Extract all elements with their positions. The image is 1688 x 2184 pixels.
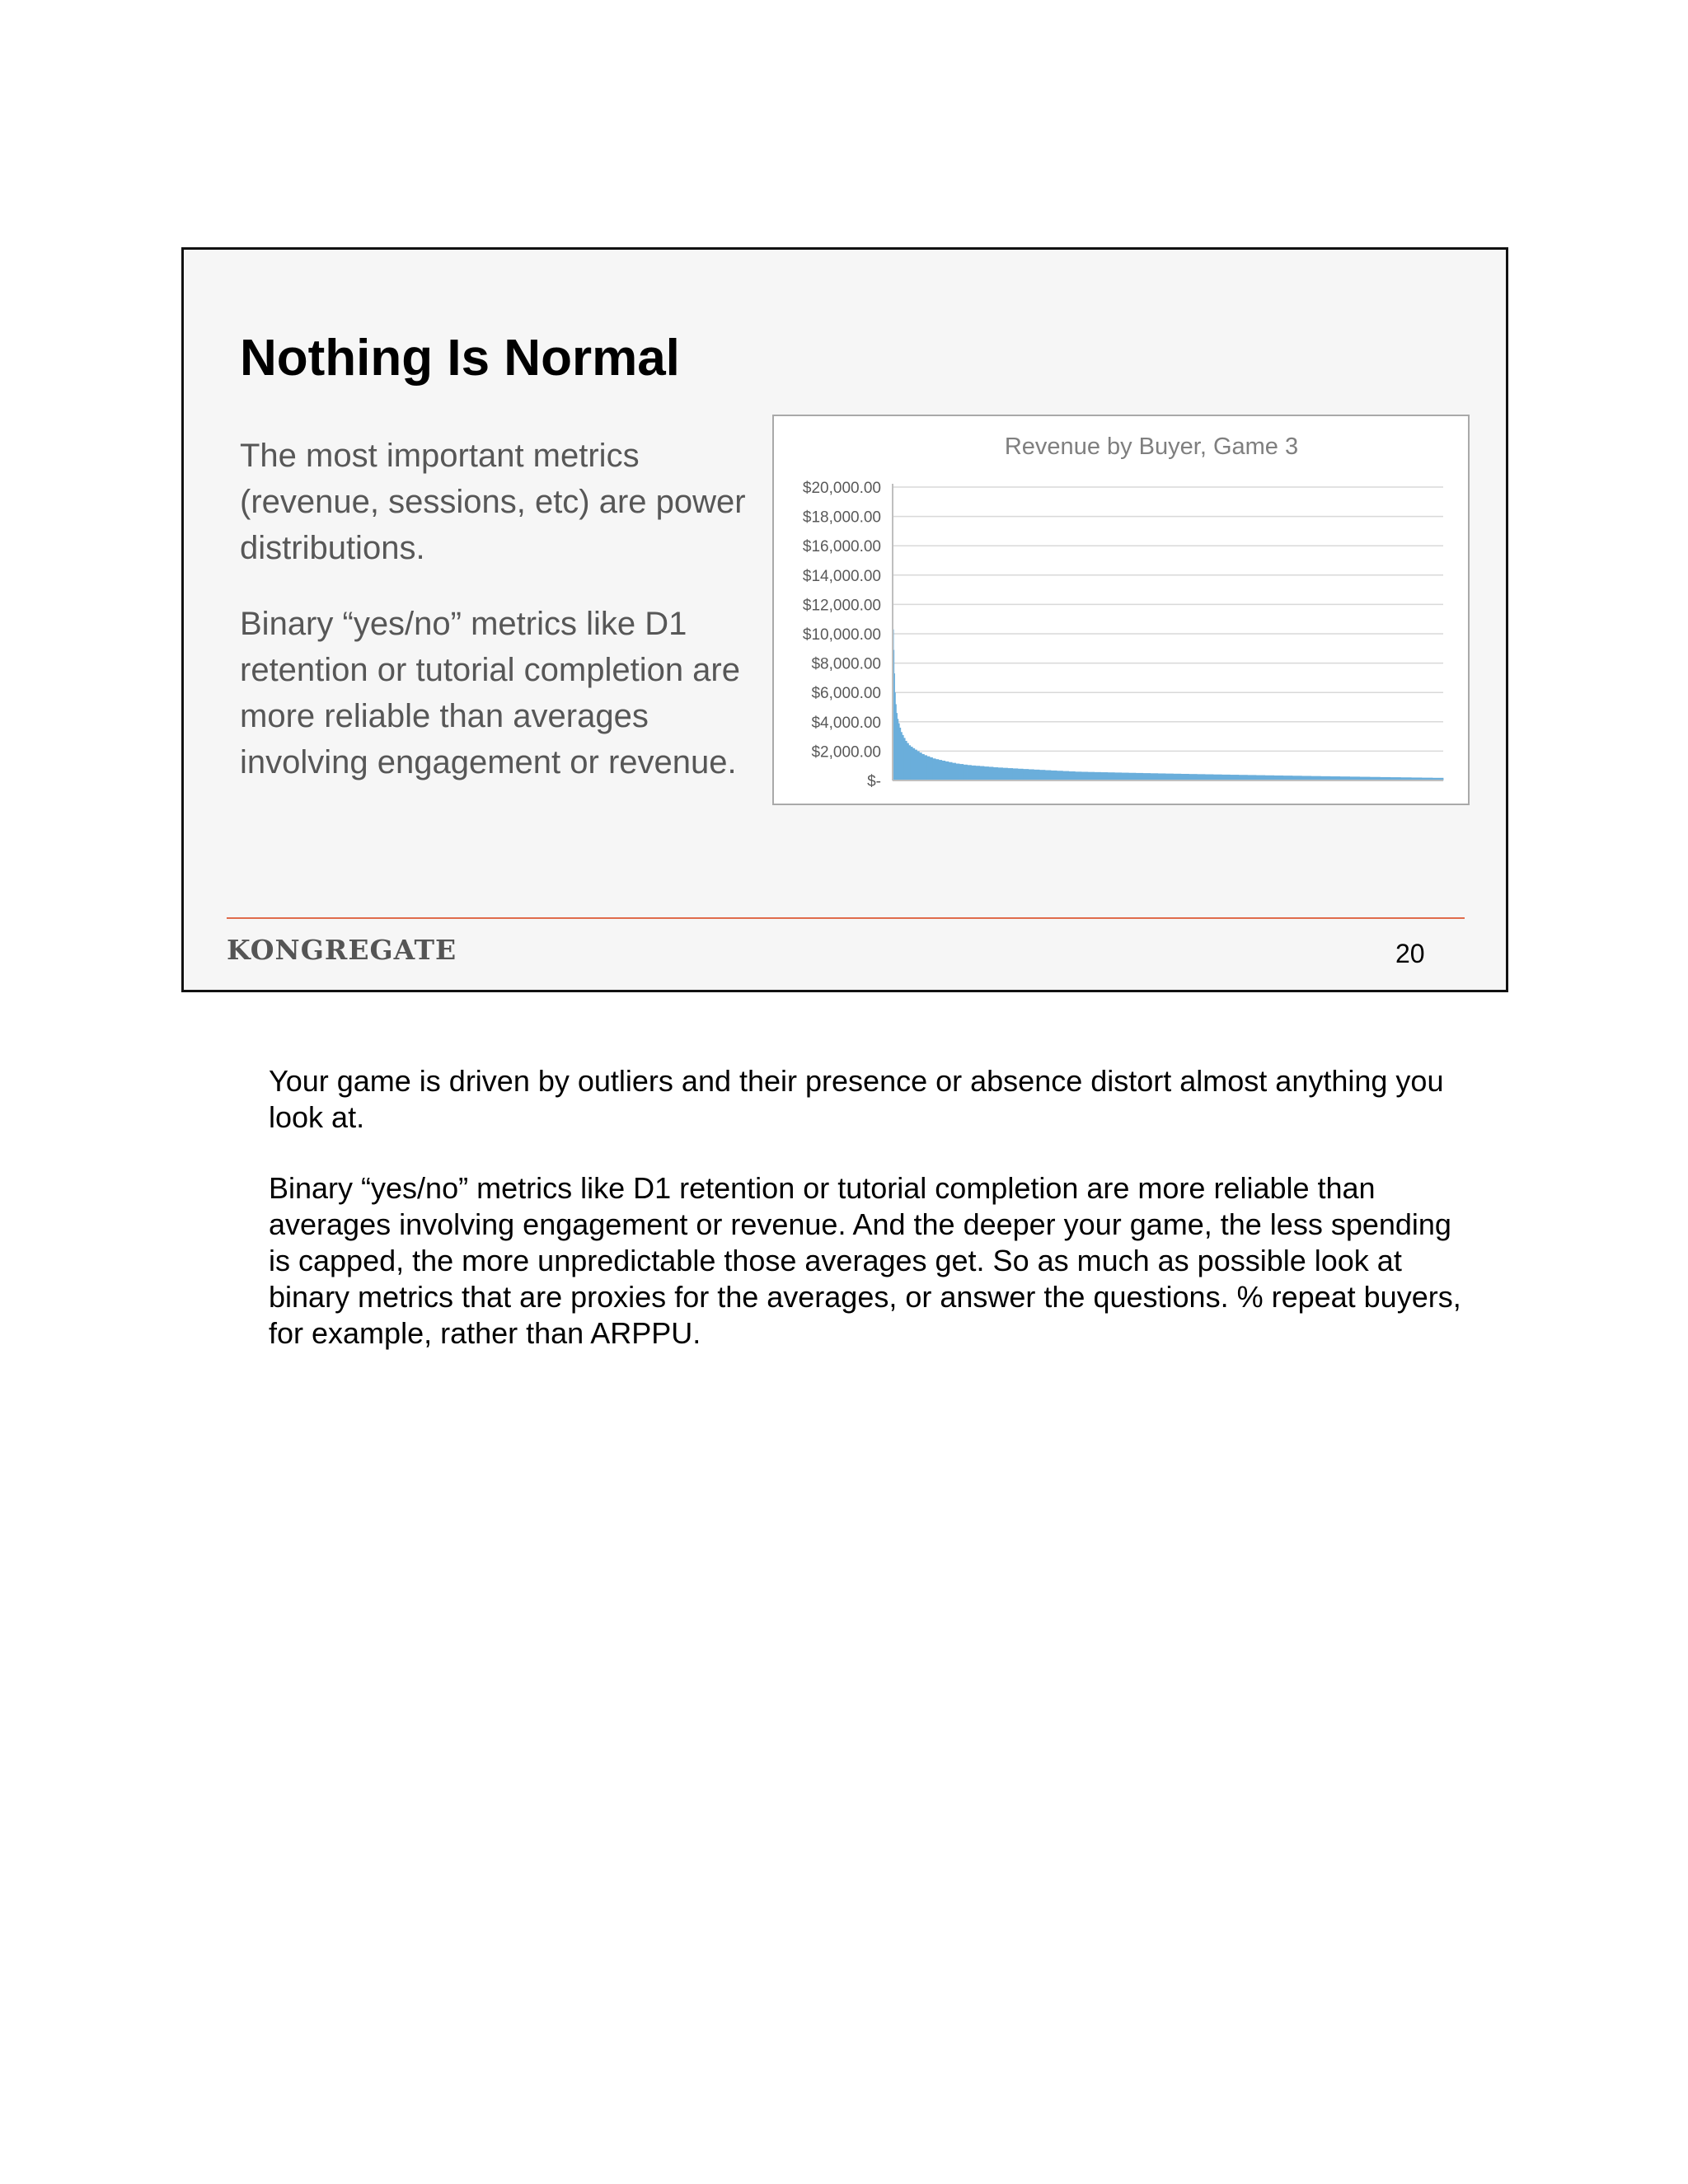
- chart-bar: [1151, 773, 1158, 780]
- chart-bar: [1143, 773, 1151, 780]
- notes-paragraph-binary-metrics: Binary “yes/no” metrics like D1 retention or tutorial completion are more reliable than averages involving engagement or revenue. And the deeper your game, the less spending is capped, the more unpredictable those averages get. So as much as possible look at binary metrics that are proxies for the averages, or answer the questions. % repeat buyers, for example, rather than ARPPU.: [269, 1171, 1461, 1350]
- chart-bar: [952, 763, 956, 780]
- chart-bar: [927, 757, 931, 780]
- chart-bar: [1122, 773, 1129, 780]
- bullet-power-distributions: The most important metrics (revenue, sessions, etc) are power distributions.: [240, 438, 746, 566]
- brand-logo: KONGREGATE: [227, 934, 457, 966]
- chart-bar: [1114, 772, 1122, 780]
- slide-title: Nothing Is Normal: [240, 330, 680, 387]
- chart-bar: [1088, 772, 1095, 780]
- chart-bar: [1108, 772, 1115, 780]
- chart-bar: [932, 758, 935, 780]
- chart-bar: [1013, 768, 1019, 780]
- chart-bar: [912, 748, 915, 780]
- revenue-chart: [772, 415, 1470, 805]
- chart-bar: [942, 761, 945, 780]
- chart-bar: [980, 766, 985, 780]
- notes-paragraph-outliers: Your game is driven by outliers and their presence or absence distort almost anything you look at.: [269, 1064, 1444, 1134]
- chart-y-tick-label: $10,000.00: [802, 626, 881, 644]
- chart-y-tick-label: $18,000.00: [802, 509, 881, 527]
- revenue-chart-svg: [774, 416, 1468, 804]
- chart-y-tick-label: $14,000.00: [802, 567, 881, 585]
- chart-bar: [1008, 768, 1013, 780]
- chart-bar: [915, 750, 917, 780]
- chart-bar: [1069, 771, 1076, 780]
- chart-bar: [993, 767, 998, 780]
- chart-y-tick-label: $2,000.00: [811, 743, 881, 762]
- chart-bar: [1230, 775, 1239, 780]
- chart-bar: [1075, 771, 1081, 780]
- chart-y-tick-label: $16,000.00: [802, 538, 881, 556]
- speaker-notes: [269, 1063, 1472, 1386]
- chart-bar: [1039, 770, 1045, 780]
- chart-bar: [964, 765, 968, 780]
- chart-bar: [908, 745, 911, 780]
- chart-bar: [1029, 769, 1034, 780]
- chart-bar: [1003, 768, 1008, 780]
- chart-bar: [1205, 775, 1213, 780]
- chart-bar: [1165, 774, 1174, 780]
- chart-bar: [988, 766, 993, 780]
- chart-bar: [1136, 773, 1143, 780]
- chart-bar: [911, 747, 913, 780]
- chart-y-tick-label: $12,000.00: [802, 597, 881, 615]
- chart-bar: [1081, 772, 1088, 781]
- chart-bar: [930, 757, 933, 780]
- chart-bar: [1018, 769, 1024, 780]
- chart-bar: [921, 754, 925, 780]
- chart-bar: [1239, 775, 1248, 780]
- chart-bar: [968, 765, 972, 780]
- chart-bar: [1095, 772, 1101, 780]
- chart-bar: [945, 762, 950, 780]
- slide: [181, 247, 1508, 992]
- chart-bar: [1128, 773, 1136, 780]
- chart-bar: [917, 751, 919, 780]
- chart-bar: [1181, 774, 1189, 780]
- chart-bar: [1045, 771, 1051, 780]
- chart-bar: [1197, 774, 1205, 780]
- chart-y-tick-label: $8,000.00: [811, 655, 881, 673]
- chart-bar: [998, 767, 1003, 780]
- chart-bar: [1051, 771, 1057, 780]
- chart-bar: [1173, 774, 1181, 780]
- chart-bar: [1101, 772, 1109, 780]
- chart-bar: [949, 762, 953, 780]
- chart-y-tick-label: $20,000.00: [802, 480, 881, 497]
- chart-y-tick-label: $-: [867, 773, 881, 790]
- chart-bar: [1158, 773, 1166, 780]
- chart-title: Revenue by Buyer, Game 3: [1004, 434, 1299, 460]
- page-number: 20: [1395, 939, 1425, 968]
- bullet-binary-metrics: Binary “yes/no” metrics like D1 retention or tutorial completion are more reliable than averages involving engagement or revenue.: [240, 606, 740, 780]
- chart-bar: [1057, 771, 1063, 780]
- chart-bar: [1189, 774, 1197, 780]
- slide-bullets: [240, 433, 767, 815]
- chart-bar: [924, 755, 927, 780]
- chart-y-tick-label: $4,000.00: [811, 714, 881, 732]
- chart-bar: [959, 764, 964, 780]
- chart-bar: [1221, 775, 1231, 780]
- chart-bar: [971, 766, 975, 780]
- chart-bar: [939, 760, 942, 780]
- footer-rule: [227, 917, 1465, 919]
- chart-bar: [1062, 771, 1069, 780]
- chart-bar: [919, 752, 921, 780]
- chart-bar: [956, 764, 960, 780]
- chart-bar: [976, 766, 981, 780]
- chart-bar: [1034, 770, 1039, 780]
- chart-bar: [935, 759, 939, 780]
- chart-bar: [984, 766, 989, 780]
- chart-bar: [1213, 775, 1222, 780]
- chart-bar: [1023, 769, 1029, 780]
- chart-y-tick-label: $6,000.00: [811, 685, 881, 703]
